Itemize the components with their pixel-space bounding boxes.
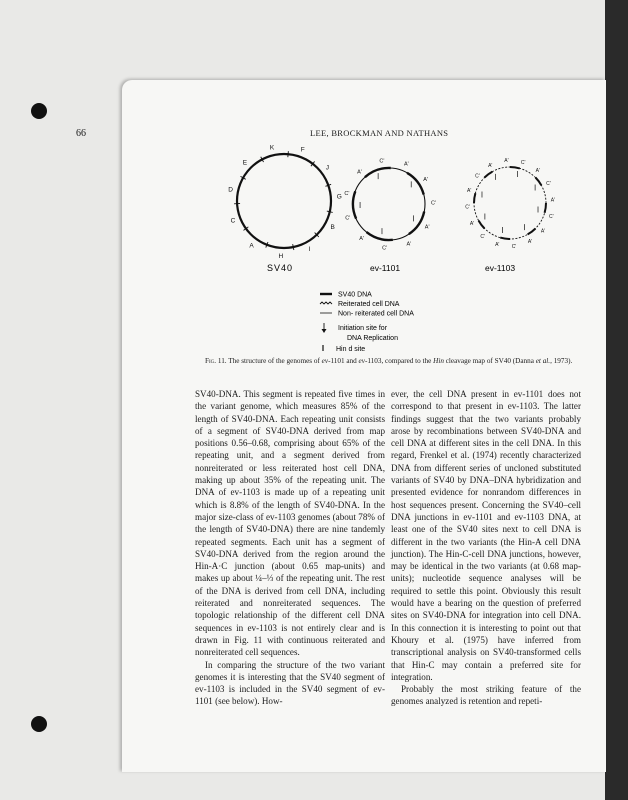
sv40-segment-label: B [330, 224, 335, 231]
ev1101-segment-label: A' [404, 161, 409, 168]
right-column [391, 388, 581, 708]
legend-item-1: SV40 DNA [338, 291, 372, 299]
running-title: LEE, BROCKMAN AND NATHANS [310, 128, 449, 138]
ev1101-segment-label: A' [424, 224, 430, 231]
sv40-circle [237, 154, 331, 248]
sv40-segment-label: H [278, 252, 284, 260]
ev1101-segment-label: C' [382, 245, 388, 252]
ev1101-segment-label: A' [423, 177, 428, 183]
sv40-segment-label: I [308, 246, 311, 254]
ev1103-segment-label: A' [550, 197, 556, 204]
sv40-segment-label: E [242, 159, 248, 167]
binder-hole-top [31, 103, 47, 119]
legend-item-5: DNA Replication [347, 335, 398, 342]
sv40-segment-label: A [249, 242, 254, 250]
ev1101-segment-label: C' [344, 190, 350, 197]
ev1103-sv40-segments [474, 167, 546, 239]
sv40-segment-label: J [325, 164, 330, 172]
ev1103-segment-label: A' [467, 188, 472, 195]
ev1101-segment-label: C' [345, 215, 351, 222]
legend-item-6: Hin d site [336, 346, 366, 353]
ev1103-segment-label: C' [549, 213, 554, 220]
ev1101-segment-label: A' [357, 169, 362, 176]
ev1103-segment-label: C' [465, 204, 470, 211]
sv40-segment-label: K [269, 144, 275, 152]
label-ev-1101: ev-1101 [370, 263, 401, 273]
paragraph-2: In comparing the structure of the two variant genomes it is interesting that the SV40 segment of ev-1103 is included in the SV40 segment of ev-1101 (see below). How- [195, 659, 385, 707]
hind-site-tick [293, 244, 294, 250]
map-ev-1103 [465, 158, 555, 250]
ev1101-segment-label: C' [379, 158, 385, 165]
paragraph-3: ever, the cell DNA present in ev-1101 does not correspond to that present in ev-1103. The latter findings suggest that the two variants probably arose by recombinations between SV40-DNA and cell DNA at different sites in the cell DNA. In this regard, Frenkel et al. (1974) recently characterized DNA from different series of uncloned substituted variants of SV40 by DNA–DNA hybridization and presented evidence for nonrandom differences in host sequences present. Concerning the SV40–cell DNA junctions in ev-1101 and ev-1103 DNA, at least one of the SV40 sites next to cell DNA is different in the two variants (the Hin-A cell DNA junction). The Hin-C-cell DNA junctions, however, may be identical in the two variants (at 0.68 map-units); nucleotide sequence analyses will be required to settle this point. Obviously this result would have a bearing on the question of preferred sites on SV40-DNA for integration into cell DNA. In this connection it is interesting to point out that Khoury et al. (1975) have inferred from transcriptional analysis on SV40-transformed cells that Hin-C may contain a preferred site for integration. [391, 389, 581, 682]
ev1103-segment-label: A' [495, 242, 500, 248]
page-number: 66 [76, 128, 86, 139]
ev1103-segment-label: C' [520, 160, 526, 166]
legend-item-3: Non- reiterated cell DNA [338, 310, 414, 318]
legend-item-4: Initiation site for [338, 325, 388, 332]
map-sv40 [228, 144, 342, 260]
ev1101-segment-label: C' [431, 200, 437, 207]
ev1101-segment-label: A' [406, 241, 412, 248]
sv40-segment-label: G [336, 193, 342, 201]
figure-11 [215, 140, 595, 355]
legend-symbol-arrow [322, 329, 327, 333]
left-column [195, 388, 385, 708]
ev1101-segment-label: A' [359, 236, 365, 243]
legend [320, 292, 414, 354]
ev1103-segment-label: C' [475, 173, 480, 180]
ev1103-segment-label: C' [480, 233, 485, 240]
ev1103-segment-label: A' [527, 239, 533, 246]
sv40-segment-label: F [300, 146, 305, 154]
binder-hole-bottom [31, 716, 47, 732]
ev1103-segment-label: A' [469, 220, 475, 227]
paragraph-1: SV40-DNA. This segment is repeated five times in the variant genome, which measures 85% of the length of SV40-DNA. Each repeating unit consists of a segment of SV40-DNA derived from map positions 0.56–0.68, comprising about 65% of the repeating unit, and a segment derived from nonreiterated or less reiterated host cell DNA, making up about 35% of the repeating unit. The DNA of ev-1103 is made up of a repeating unit which is 8.8% of the length of SV40-DNA. In the major size-class of ev-1103 genomes (about 78% of the length of SV40-DNA) there are nine tandemly repeated segments. Each unit has a segment of SV40-DNA derived from the region around the Hin-A·C junction (about 0.65 map-units) and makes up about ¼–⅓ of the repeating unit. The rest of the DNA is derived from cell DNA, including reiterated and nonreiterated sequences. The topologic relationship of the different cell DNA sequences in ev-1103 is not entirely clear and is drawn in Fig. 11 with continuous reiterated and nonreiterated cell sequences. [195, 389, 385, 658]
sv40-segment-label: D [228, 186, 233, 194]
label-sv40: SV40 [267, 263, 294, 273]
ev1103-segment-label: C' [546, 181, 551, 188]
ev1103-segment-label: C' [511, 243, 517, 250]
hind-site-tick [288, 151, 289, 157]
legend-symbol-reiterated [320, 302, 332, 304]
ev1103-segment-label: A' [535, 168, 540, 175]
map-ev-1101 [344, 159, 436, 252]
paragraph-4: Probably the most striking feature of the genomes analyzed is retention and repeti- [391, 684, 581, 707]
ev1103-segment-label: A' [540, 228, 546, 235]
ev1103-segment-label: A' [504, 158, 509, 165]
legend-item-2: Reiterated cell DNA [338, 301, 400, 308]
figure-caption: Fig. 11. The structure of the genomes of ev-1101 and ev-1103, compared to the Hin cleavage map of SV40 (Danna et al., 1973). [205, 357, 573, 365]
sv40-segment-label: C [230, 217, 236, 225]
label-ev-1103: ev-1103 [485, 263, 516, 273]
ev1103-segment-label: A' [488, 162, 493, 169]
